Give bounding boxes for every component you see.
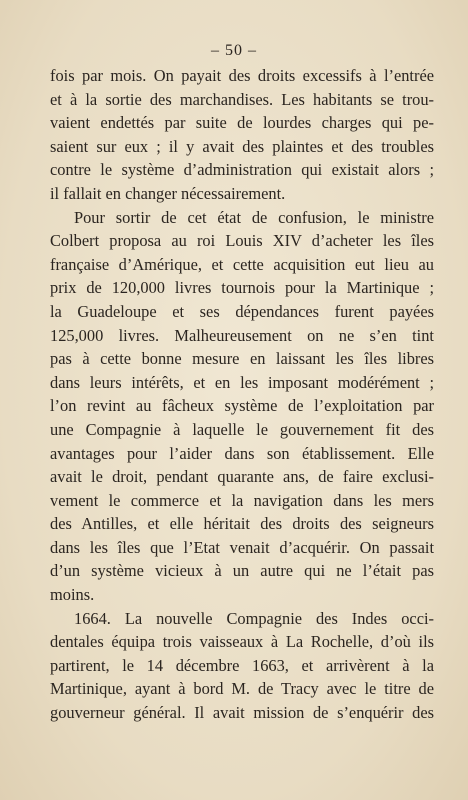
text-line: des Antilles, et elle héritait des droits des seigneurs bbox=[50, 514, 434, 534]
text-line: avait le droit, pendant quarante ans, de faire exclusi- bbox=[50, 467, 434, 487]
text-line: Pour sortir de cet état de confusion, le ministre bbox=[74, 207, 434, 227]
text-line: Martinique, ayant à bord M. de Tracy avec le titre de bbox=[50, 679, 434, 699]
body-text bbox=[50, 64, 434, 725]
text-line: d’un système vicieux à un autre qui ne l’était pas bbox=[50, 561, 434, 581]
text-line: française d’Amérique, et cette acquisition eut lieu au bbox=[50, 254, 434, 274]
text-line: dentales équipa trois vaisseaux à La Rochelle, d’où ils bbox=[50, 632, 434, 652]
text-line: moins. bbox=[50, 585, 95, 605]
text-line: partirent, le 14 décembre 1663, et arrivèrent à la bbox=[50, 655, 434, 675]
text-line: pas à cette bonne mesure en laissant les îles libres bbox=[50, 349, 434, 369]
text-line: Colbert proposa au roi Louis XIV d’acheter les îles bbox=[50, 231, 434, 251]
text-line: 125,000 livres. Malheureusement on ne s’en tint bbox=[50, 325, 434, 345]
text-line: dans leurs intérêts, et en les imposant modérément ; bbox=[50, 372, 434, 392]
text-line: l’on revint au fâcheux système de l’exploitation par bbox=[50, 396, 434, 416]
text-line: la Guadeloupe et ses dépendances furent payées bbox=[50, 301, 434, 321]
text-line: dans les îles que l’Etat venait d’acquérir. On passait bbox=[50, 537, 434, 557]
text-line: et à la sortie des marchandises. Les habitants se trou- bbox=[50, 89, 434, 109]
text-line: fois par mois. On payait des droits excessifs à l’entrée bbox=[50, 66, 434, 85]
text-line: contre le système d’administration qui existait alors ; bbox=[50, 160, 434, 180]
text-line: avantages pour l’aider dans son établissement. Elle bbox=[50, 443, 434, 463]
text-line: vaient endettés par suite de lourdes charges qui pe- bbox=[50, 113, 434, 133]
text-line: prix de 120,000 livres tournois pour la Martinique ; bbox=[50, 278, 434, 298]
text-line: une Compagnie à laquelle le gouvernement fit des bbox=[50, 419, 434, 439]
page-number: – 50 – bbox=[211, 42, 257, 59]
text-line: gouverneur général. Il avait mission de s’enquérir des bbox=[50, 703, 434, 723]
text-line: saient sur eux ; il y avait des plaintes et des troubles bbox=[50, 136, 434, 156]
text-line: il fallait en changer nécessairement. bbox=[50, 183, 286, 203]
text-line: 1664. La nouvelle Compagnie des Indes occi- bbox=[74, 608, 434, 628]
text-line: vement le commerce et la navigation dans les mers bbox=[50, 490, 434, 510]
